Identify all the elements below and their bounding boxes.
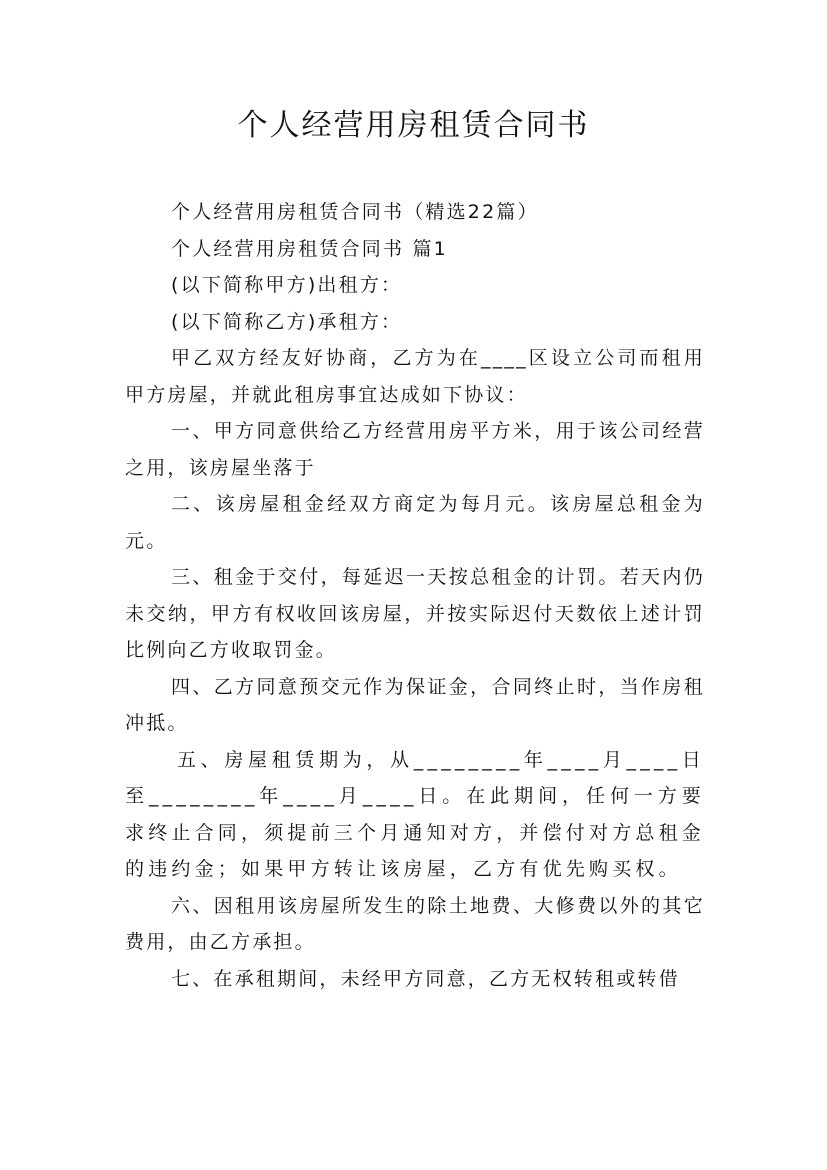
paragraph-lessee: (以下简称乙方)承租方：: [171, 310, 403, 333]
document-body: [125, 194, 705, 997]
paragraph-lessor: (以下简称甲方)出租方：: [171, 274, 403, 296]
paragraph-subtitle: 个人经营用房租赁合同书（精选22篇）: [171, 201, 539, 223]
document-title: 个人经营用房租赁合同书: [237, 108, 590, 143]
paragraph-clause-2: 二、该房屋租金经双方商定为每月元。该房屋总租金为元。: [125, 493, 705, 552]
paragraph-clause-7: 七、在承租期间，未经甲方同意，乙方无权转租或转借: [171, 967, 680, 990]
paragraph-clause-6: 六、因租用该房屋所发生的除土地费、大修费以外的其它费用，由乙方承担。: [125, 894, 705, 953]
paragraph-preamble: 甲乙双方经友好协商，乙方为在____区设立公司而租用甲方房屋，并就此租房事宜达成如下协议：: [125, 347, 705, 406]
paragraph-clause-3: 三、租金于交付，每延迟一天按总租金的计罚。若天内仍未交纳，甲方有权收回该房屋，并按实际迟付天数依上述计罚比例向乙方收取罚金。: [125, 566, 705, 661]
paragraph-clause-5: 五、房屋租赁期为，从________年____月____日至________年____月____日。在此期间，任何一方要求终止合同，须提前三个月通知对方，并偿付对方总租金的违约金；如果甲方转让该房屋，乙方有优先购买权。: [125, 748, 706, 880]
paragraph-clause-4: 四、乙方同意预交元作为保证金，合同终止时，当作房租冲抵。: [125, 675, 705, 734]
paragraph-clause-1: 一、甲方同意供给乙方经营用房平方米，用于该公司经营之用，该房屋坐落于: [125, 420, 705, 479]
paragraph-section-heading: 个人经营用房租赁合同书 篇1: [171, 237, 448, 260]
